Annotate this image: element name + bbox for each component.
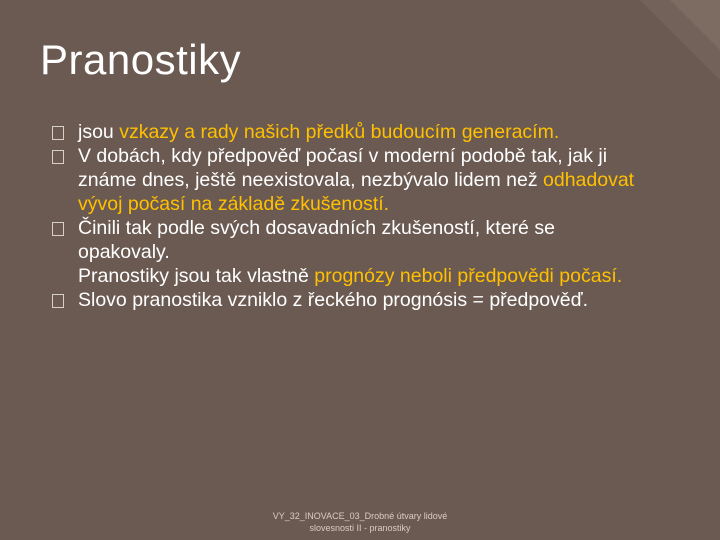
bullet-highlight-text: odhadovat vývoj počasí na základě zkušeností. xyxy=(78,169,635,215)
bullet-item xyxy=(52,144,652,216)
bullet-text: Slovo pranostika vzniklo z řeckého prognósis = předpověď. xyxy=(78,289,589,311)
bullet-square-icon xyxy=(52,150,64,164)
bullet-item xyxy=(52,288,652,312)
bullet-square-icon xyxy=(52,294,64,308)
bullet-highlight-text: prognózy neboli předpovědi počasí. xyxy=(314,265,623,287)
footer xyxy=(250,510,470,534)
bullet-text: V dobách, kdy předpověď počasí v moderní podobě tak, jak ji známe dnes, ještě neexistovala, nezbývalo lidem než xyxy=(78,145,608,191)
footer-line-1: VY_32_INOVACE_03_Drobné útvary lidové xyxy=(272,511,448,521)
bullet-square-icon xyxy=(52,222,64,236)
footer-line-2: slovesnosti II - pranostiky xyxy=(309,523,411,533)
bullet-text: Činili tak podle svých dosavadních zkušeností, které se opakovaly. xyxy=(78,217,555,263)
bullet-item xyxy=(52,216,652,288)
slide-title: Pranostiky xyxy=(40,36,242,83)
bullet-text: jsou xyxy=(78,121,120,143)
bullet-text: Pranostiky jsou tak vlastně xyxy=(78,265,315,287)
bullet-item xyxy=(52,120,652,144)
bullet-square-icon xyxy=(52,126,64,140)
bullet-highlight-text: vzkazy a rady našich předků budoucím generacím. xyxy=(119,121,560,143)
corner-decoration xyxy=(600,0,720,120)
bullet-list xyxy=(52,120,652,312)
